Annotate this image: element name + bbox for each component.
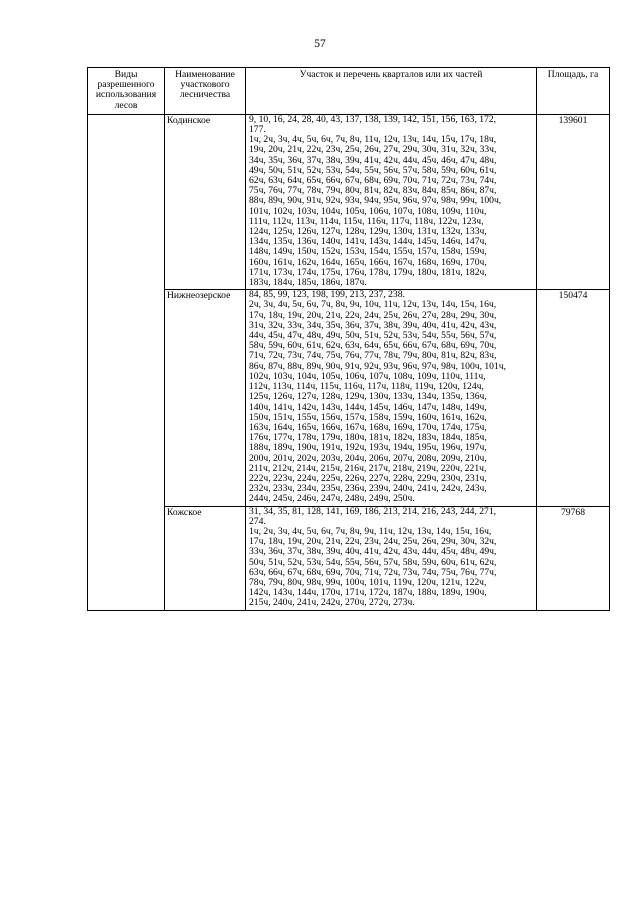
quarters-line: 86ч, 87ч, 88ч, 89ч, 90ч, 91ч, 92ч, 93ч, 96ч, 97ч, 98ч, 100ч, 101ч, [249,361,506,372]
quarters-line: 31ч, 32ч, 33ч, 34ч, 35ч, 36ч, 37ч, 38ч, 39ч, 40ч, 41ч, 42ч, 43ч, [249,320,497,331]
header-forestry-name [165,68,246,115]
header-use-type-line: лесов [114,99,138,111]
quarters-line: 49ч, 50ч, 51ч, 52ч, 53ч, 54ч, 55ч, 56ч, 57ч, 58ч, 59ч, 60ч, 61ч, [249,165,497,176]
quarters-line: 200ч, 201ч, 202ч, 203ч, 204ч, 206ч, 207ч, 208ч, 209ч, 210ч, [249,453,487,464]
quarters-line: 140ч, 141ч, 142ч, 143ч, 144ч, 145ч, 146ч, 147ч, 148ч, 149ч, [249,402,487,413]
cell-forestry-name: Нижнеозерское [165,290,246,506]
quarters-line: 215ч, 240ч, 241ч, 242ч, 270ч, 272ч, 273ч. [249,598,415,609]
page-number: 57 [314,38,326,50]
quarters-line: 244ч, 245ч, 246ч, 247ч, 248ч, 249ч, 250ч. [249,494,415,505]
quarters-line: 183ч, 184ч, 185ч, 186ч, 187ч. [249,278,367,289]
cell-forestry-name: Кодинское [165,114,246,289]
quarters-line: 188ч, 189ч, 190ч, 191ч, 192ч, 193ч, 194ч, 195ч, 196ч, 197ч, [249,443,487,454]
table-body [88,114,610,610]
quarters-line: 274. [249,516,266,527]
quarters-line: 9, 10, 16, 24, 28, 40, 43, 137, 138, 139, 142, 151, 156, 163, 172, [249,114,497,125]
table-row [88,290,610,506]
cell-area: 79768 [537,506,610,610]
quarters-line: 78ч, 79ч, 80ч, 98ч, 99ч, 100ч, 101ч, 119ч, 120ч, 121ч, 122ч, [249,577,487,588]
header-forestry-line: участкового [180,79,230,91]
quarters-line: 2ч, 3ч, 4ч, 5ч, 6ч, 7ч, 8ч, 9ч, 10ч, 11ч, 12ч, 13ч, 14ч, 15ч, 16ч, [249,300,497,311]
quarters-line: 222ч, 223ч, 224ч, 225ч, 226ч, 227ч, 228ч, 229ч, 230ч, 231ч, [249,473,487,484]
quarters-line: 148ч, 149ч, 150ч, 152ч, 153ч, 154ч, 155ч, 157ч, 158ч, 159ч, [249,247,487,258]
quarters-line: 171ч, 173ч, 174ч, 175ч, 176ч, 178ч, 179ч, 180ч, 181ч, 182ч, [249,267,487,278]
quarters-line: 163ч, 164ч, 165ч, 166ч, 167ч, 168ч, 169ч, 170ч, 174ч, 175ч, [249,422,487,433]
cell-quarters [246,506,537,610]
cell-area: 150474 [537,290,610,506]
quarters-line: 150ч, 151ч, 155ч, 156ч, 157ч, 158ч, 159ч, 160ч, 161ч, 162ч, [249,412,487,423]
header-area: Площадь, га [537,68,610,115]
quarters-line: 62ч, 63ч, 64ч, 65ч, 66ч, 67ч, 68ч, 69ч, 70ч, 71ч, 72ч, 73ч, 74ч, [249,176,497,187]
quarters-line: 75ч, 76ч, 77ч, 78ч, 79ч, 80ч, 81ч, 82ч, 83ч, 84ч, 85ч, 86ч, 87ч, [249,186,497,197]
quarters-line: 101ч, 102ч, 103ч, 104ч, 105ч, 106ч, 107ч, 108ч, 109ч, 110ч, [249,206,487,217]
quarters-line: 34ч, 35ч, 36ч, 37ч, 38ч, 39ч, 41ч, 42ч, 44ч, 45ч, 46ч, 47ч, 48ч, [249,155,497,166]
table-header-row [88,68,610,115]
header-use-type-line: разрешенного [97,79,155,91]
forest-quarters-table [87,67,610,611]
quarters-line: 17ч, 18ч, 19ч, 20ч, 21ч, 22ч, 24ч, 25ч, 26ч, 27ч, 28ч, 29ч, 30ч, [249,310,497,321]
header-use-type-line: Виды [114,69,138,80]
quarters-line: 63ч, 66ч, 67ч, 68ч, 69ч, 70ч, 71ч, 72ч, 73ч, 74ч, 75ч, 76ч, 77ч, [249,567,497,578]
quarters-line: 84, 85, 99, 123, 198, 199, 213, 237, 238. [249,290,405,301]
quarters-line: 125ч, 126ч, 127ч, 128ч, 129ч, 130ч, 133ч, 134ч, 135ч, 136ч, [249,392,487,403]
quarters-line: 211ч, 212ч, 214ч, 215ч, 216ч, 217ч, 218ч, 219ч, 220ч, 221ч, [249,463,487,474]
quarters-line: 19ч, 20ч, 21ч, 22ч, 23ч, 25ч, 26ч, 27ч, 29ч, 30ч, 31ч, 32ч, 33ч, [249,145,497,156]
table-row [88,506,610,610]
quarters-line: 177. [249,125,266,136]
header-forestry-line: Наименование [175,69,235,80]
quarters-line: 142ч, 143ч, 144ч, 170ч, 171ч, 172ч, 187ч, 188ч, 189ч, 190ч, [249,588,487,599]
table-row [88,114,610,289]
cell-use-type [88,114,165,610]
quarters-line: 124ч, 125ч, 126ч, 127ч, 128ч, 129ч, 130ч, 131ч, 132ч, 133ч, [249,227,487,238]
cell-area: 139601 [537,114,610,289]
header-use-type-line: использования [95,89,157,101]
quarters-line: 134ч, 135ч, 136ч, 140ч, 141ч, 143ч, 144ч, 145ч, 146ч, 147ч, [249,237,487,248]
quarters-line: 71ч, 72ч, 73ч, 74ч, 75ч, 76ч, 77ч, 78ч, 79ч, 80ч, 81ч, 82ч, 83ч, [249,351,497,362]
quarters-line: 176ч, 177ч, 178ч, 179ч, 180ч, 181ч, 182ч, 183ч, 184ч, 185ч, [249,433,487,444]
quarters-line: 33ч, 36ч, 37ч, 38ч, 39ч, 40ч, 41ч, 42ч, 43ч, 44ч, 45ч, 48ч, 49ч, [249,547,497,558]
quarters-line: 160ч, 161ч, 162ч, 164ч, 165ч, 166ч, 167ч, 168ч, 169ч, 170ч, [249,257,487,268]
header-forestry-line: лесничества [179,89,231,101]
quarters-line: 17ч, 18ч, 19ч, 20ч, 21ч, 22ч, 23ч, 24ч, 25ч, 26ч, 29ч, 30ч, 32ч, [249,537,497,548]
header-use-type [88,68,165,115]
quarters-line: 31, 34, 35, 81, 128, 141, 169, 186, 213, 214, 216, 243, 244, 271, [249,506,497,517]
quarters-line: 58ч, 59ч, 60ч, 61ч, 62ч, 63ч, 64ч, 65ч, 66ч, 67ч, 68ч, 69ч, 70ч, [249,341,497,352]
quarters-line: 50ч, 51ч, 52ч, 53ч, 54ч, 55ч, 56ч, 57ч, 58ч, 59ч, 60ч, 61ч, 62ч, [249,557,497,568]
cell-quarters [246,114,537,289]
quarters-line: 1ч, 2ч, 3ч, 4ч, 5ч, 6ч, 7ч, 8ч, 11ч, 12ч, 13ч, 14ч, 15ч, 17ч, 18ч, [249,135,497,146]
quarters-line: 102ч, 103ч, 104ч, 105ч, 106ч, 107ч, 108ч, 109ч, 110ч, 111ч, [249,371,486,382]
cell-quarters [246,290,537,506]
quarters-line: 88ч, 89ч, 90ч, 91ч, 92ч, 93ч, 94ч, 95ч, 96ч, 97ч, 98ч, 99ч, 100ч, [249,196,502,207]
cell-forestry-name: Кожское [165,506,246,610]
quarters-line: 44ч, 45ч, 47ч, 48ч, 49ч, 50ч, 51ч, 52ч, 53ч, 54ч, 55ч, 56ч, 57ч, [249,331,497,342]
quarters-line: 1ч, 2ч, 3ч, 4ч, 5ч, 6ч, 7ч, 8ч, 9ч, 11ч, 12ч, 13ч, 14ч, 15ч, 16ч, [249,526,492,537]
quarters-line: 111ч, 112ч, 113ч, 114ч, 115ч, 116ч, 117ч, 118ч, 122ч, 123ч, [249,216,484,227]
quarters-line: 232ч, 233ч, 234ч, 235ч, 236ч, 239ч, 240ч, 241ч, 242ч, 243ч, [249,484,487,495]
header-quarters: Участок и перечень кварталов или их частей [246,68,537,115]
quarters-line: 112ч, 113ч, 114ч, 115ч, 116ч, 117ч, 118ч, 119ч, 120ч, 124ч, [249,382,484,393]
